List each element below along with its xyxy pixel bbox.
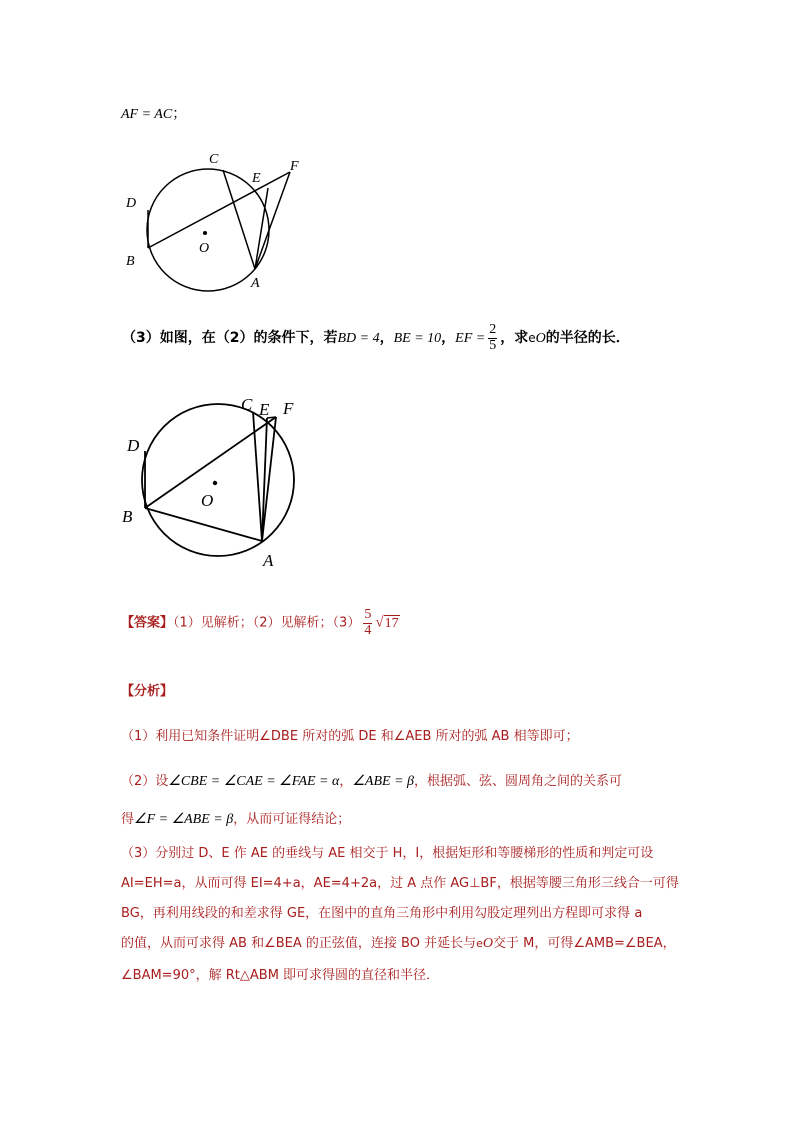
- label-a: A: [263, 551, 274, 570]
- question-3: [122, 323, 630, 353]
- analysis-p3-line1: （3）分别过 D、E 作 AE 的垂线与 AE 相交于 H，I，根据矩形和等腰梯形的性质和判定可设: [121, 846, 654, 861]
- math-bd: BD = 4: [337, 331, 380, 347]
- center-point: [213, 481, 217, 485]
- segment-ba: [145, 508, 262, 541]
- circle-symbol: e: [528, 331, 536, 346]
- label-c: C: [241, 395, 253, 414]
- segment-ca: [253, 412, 262, 541]
- analysis-p2-line1: [121, 770, 622, 790]
- analysis-tag: 【分析】: [121, 684, 174, 699]
- label-f: F: [290, 159, 299, 174]
- p2-b: ，: [339, 774, 353, 789]
- circle-o: [147, 169, 269, 291]
- answer-fraction-numerator: 5: [364, 607, 372, 622]
- math-f: ∠F = ∠ABE = β: [134, 812, 234, 827]
- q3-sep1: ，: [379, 330, 394, 347]
- math-cbe: ∠CBE = ∠CAE = ∠FAE = α: [168, 774, 340, 789]
- math-abe: ∠ABE = β: [352, 774, 415, 789]
- label-f: F: [283, 399, 294, 418]
- math-o: O: [535, 331, 546, 347]
- p2-e: ，从而可证得结论；: [233, 812, 351, 827]
- fraction-denominator: 5: [489, 337, 497, 353]
- label-o: O: [199, 241, 210, 256]
- answer-line: [121, 608, 400, 638]
- q3-prefix: （3）如图，在（2）的条件下，若: [122, 330, 338, 347]
- label-e: E: [252, 171, 261, 186]
- answer-fraction-denominator: 4: [364, 622, 372, 638]
- label-o: O: [201, 491, 214, 510]
- center-point: [203, 231, 207, 235]
- analysis-p1: （1）利用已知条件证明∠DBE 所对的弧 DE 和∠AEB 所对的弧 AB 相等即可；: [121, 729, 579, 744]
- circle-symbol: e: [476, 937, 483, 950]
- p2-d: 得: [121, 812, 135, 827]
- segment-fa: [255, 172, 290, 269]
- circle-o: [142, 404, 294, 556]
- label-d: D: [127, 436, 140, 455]
- q3-suffix-a: ，求: [500, 330, 529, 347]
- label-d: D: [126, 196, 137, 211]
- fraction-numerator: 2: [489, 322, 497, 337]
- label-b: B: [126, 254, 135, 269]
- radicand: 17: [384, 615, 399, 631]
- analysis-p3-line3: BG，再利用线段的和差求得 GE，在图中的直角三角形中利用勾股定理列出方程即可求得 a: [121, 906, 643, 921]
- analysis-p3-line5: ∠BAM=90°，解 Rt△ABM 即可求得圆的直径和半径．: [121, 968, 440, 983]
- segment-ca: [223, 170, 255, 269]
- q3-suffix-b: 的半径的长．: [545, 330, 630, 347]
- analysis-p3-line4: [121, 932, 676, 952]
- p2-c: ，根据弧、弦、圆周角之间的关系可: [414, 774, 623, 789]
- answer-text: （1）见解析；（2）见解析；（3）: [173, 615, 361, 631]
- answer-fraction: [363, 608, 372, 638]
- label-a: A: [251, 276, 260, 291]
- math-o: O: [482, 936, 493, 951]
- geometry-figure-2: [120, 393, 310, 571]
- math-be: BE = 10: [393, 331, 442, 347]
- p2-a: （2）设: [121, 774, 169, 789]
- analysis-p2-line2: [121, 808, 350, 828]
- sqrt-sign: √: [375, 614, 384, 631]
- p3-l4-a: 的值，从而可求得 AB 和∠BEA 的正弦值，连接 BO 并延长与: [121, 936, 477, 951]
- label-b: B: [122, 507, 133, 526]
- geometry-figure-1: [118, 150, 308, 295]
- math-af-ac: AF = AC: [121, 107, 173, 122]
- punct: ；: [172, 106, 187, 122]
- statement-af-ac: [121, 103, 186, 123]
- math-ef: EF =: [455, 331, 486, 347]
- label-e: E: [259, 400, 270, 419]
- p3-l4-b: 交于 M，可得∠AMB=∠BEA，: [492, 936, 676, 951]
- analysis-p3-line2: AI=EH=a，从而可得 EI=4+a，AE=4+2a，过 A 点作 AG⊥BF，根据等腰三角形三线合一可得: [121, 876, 679, 891]
- label-c: C: [209, 152, 219, 167]
- q3-sep2: ，: [441, 330, 456, 347]
- answer-tag: 【答案】: [121, 615, 174, 631]
- fraction-2-5: [488, 323, 497, 353]
